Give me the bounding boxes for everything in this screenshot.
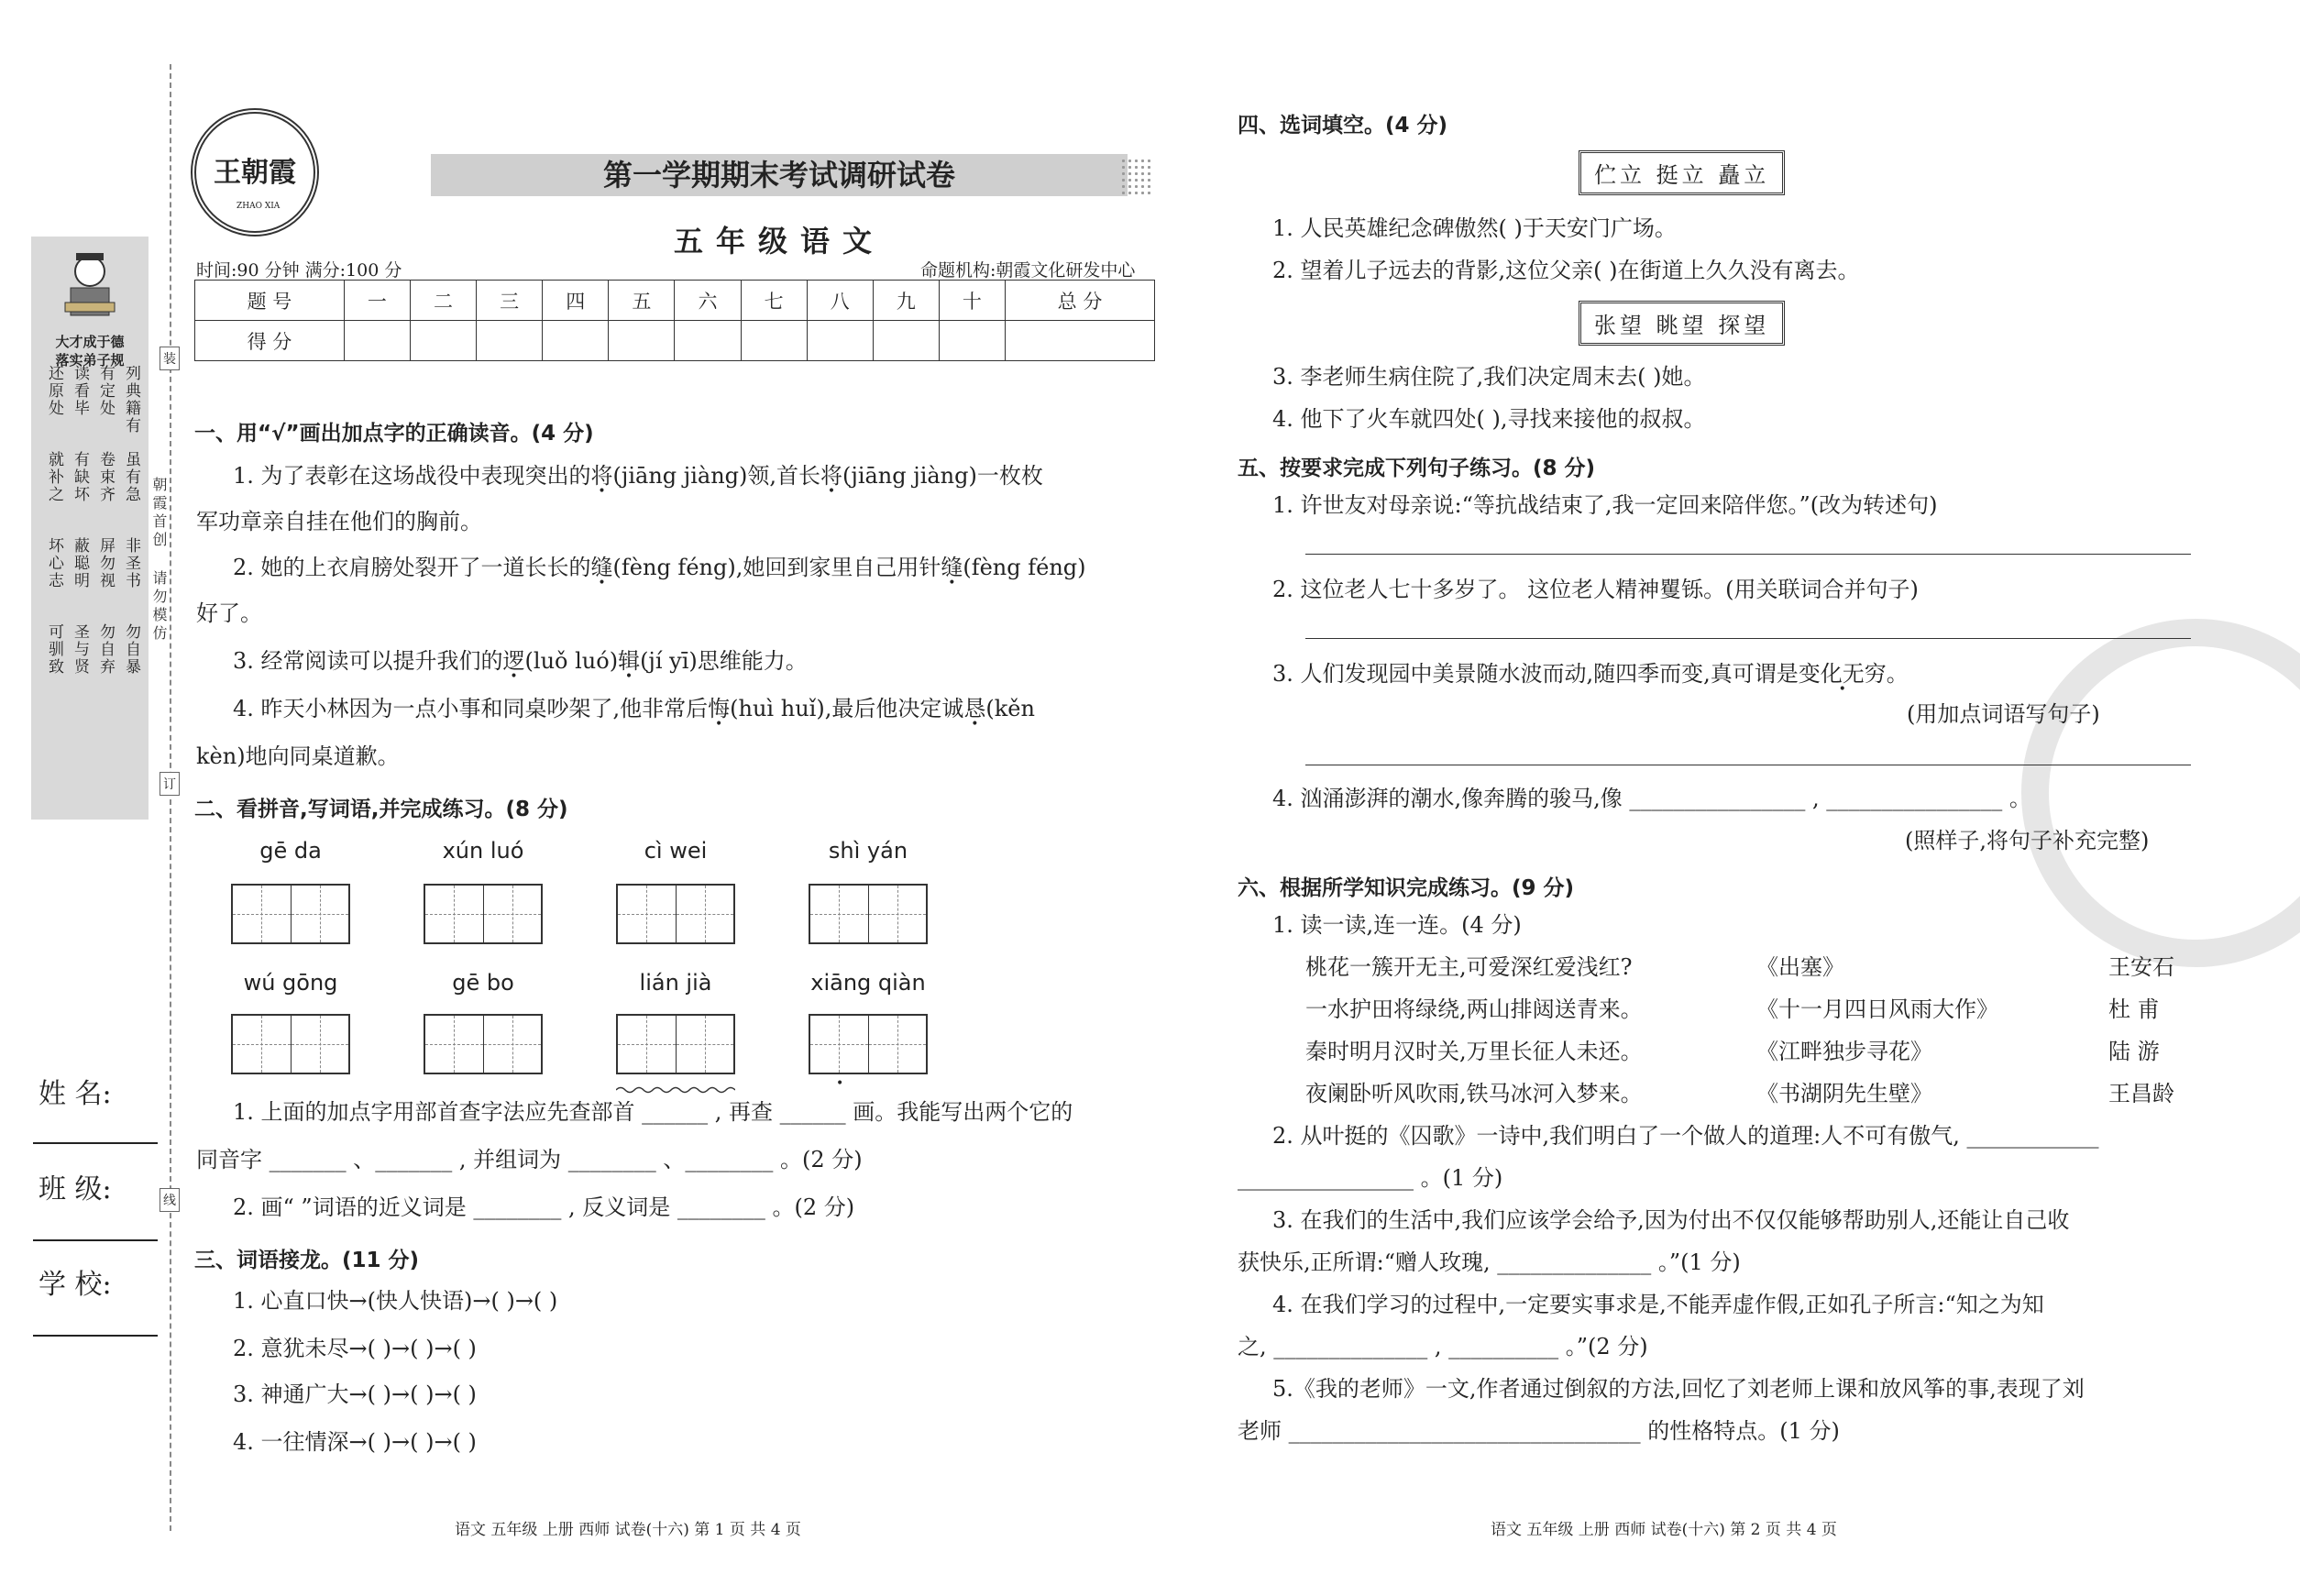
sidebar-col: 有定处 <box>96 365 115 417</box>
s6-q5-continuation: 老师 ________________________________ 的性格特点。(1 分) <box>1238 1418 1840 1444</box>
s4-question-2: 2. 望着儿子远去的背影,这位父亲( )在街道上久久没有离去。 <box>1272 258 1860 283</box>
score-header-cell: 五 <box>609 281 675 321</box>
s1-q3-dotted-2: 辑 <box>618 648 641 674</box>
s5-q3-dotted: 变化无穷 <box>1798 661 1887 687</box>
s3-question-3: 3. 神通广大→( )→( )→( ) <box>233 1381 477 1407</box>
s2-question-2: 2. 画“ ”词语的近义词是 ________ , 反义词是 ________ 。(2 分) <box>233 1194 855 1220</box>
s3-question-4: 4. 一往情深→( )→( )→( ) <box>233 1429 477 1455</box>
pinyin-label: wú gōng <box>243 970 338 996</box>
s5-question-4: 4. 汹涌澎湃的潮水,像奔腾的骏马,像 ________________ , ________________ 。 <box>1272 786 2031 811</box>
score-cell[interactable] <box>609 321 675 361</box>
pinyin-label: shì yán <box>828 838 908 864</box>
sidebar-mascot <box>35 246 145 369</box>
score-header-cell: 九 <box>873 281 939 321</box>
exam-time: 时间:90 分钟 满分:100 分 <box>196 260 402 281</box>
pinyin-label: xiāng qiàn <box>810 970 926 996</box>
s1-q4-text-a: 4. 昨天小林因为一点小事和同桌吵架了,他非常后 <box>233 696 709 721</box>
writing-grid[interactable] <box>424 884 543 944</box>
s6-question-2: 2. 从叶挺的《囚歌》一诗中,我们明白了一个做人的道理:人不可有傲气, ____________ <box>1272 1123 2099 1149</box>
s6-q2-continuation: ________________ 。(1 分) <box>1238 1165 1503 1191</box>
s6-q3-continuation: 获快乐,正所谓:“赠人玫瑰, ______________ 。”(1 分) <box>1238 1249 1741 1275</box>
binding-mark-1: 装 <box>160 347 180 370</box>
poem-title[interactable]: 《出塞》 <box>1756 954 1844 980</box>
s1-question-3 <box>233 649 808 673</box>
school-field[interactable] <box>33 1335 158 1337</box>
s5-q3-text-c: 。 <box>1886 661 1909 687</box>
sidebar-col: 虽有急 <box>122 451 140 503</box>
s6-question-5: 5.《我的老师》一文,作者通过倒叙的方法,回忆了刘老师上课和放风筝的事,表现了刘 <box>1272 1376 2085 1402</box>
s1-q2-text-a: 2. 她的上衣肩膀处裂开了一道长长的 <box>233 555 591 580</box>
score-cell[interactable] <box>873 321 939 361</box>
s6-question-4: 4. 在我们学习的过程中,一定要实事求是,不能弄虚作假,正如孔子所言:“知之为知 <box>1272 1292 2044 1317</box>
pinyin-label: xún luó <box>442 838 524 864</box>
score-header-cell: 题 号 <box>195 281 345 321</box>
writing-grid-wavy[interactable] <box>616 1014 735 1074</box>
name-field[interactable] <box>33 1142 158 1144</box>
score-table <box>194 280 1155 361</box>
score-cell[interactable] <box>675 321 741 361</box>
sidebar-col: 勿自弃 <box>96 623 115 676</box>
s1-question-2 <box>233 556 1086 579</box>
dot-marker: • <box>836 1076 844 1091</box>
s5-q4-hint: (照样子,将句子补充完整) <box>1905 828 2150 853</box>
score-cell[interactable] <box>741 321 807 361</box>
sidebar-col: 还原处 <box>45 365 63 417</box>
s1-q2-text-c: (fèng féng),她回到家里自己用针 <box>612 555 941 580</box>
logo <box>191 108 319 237</box>
score-header-cell: 十 <box>939 281 1005 321</box>
s1-q1-dotted-2: 将 <box>820 463 843 489</box>
score-cell[interactable] <box>477 321 543 361</box>
pinyin-label: lián jià <box>639 970 712 996</box>
s1-q1-dotted-1: 将 <box>590 463 613 489</box>
writing-grid[interactable] <box>231 1014 350 1074</box>
logo-subtext: ZHAO XIA <box>237 202 281 211</box>
poem-title[interactable]: 《十一月四日风雨大作》 <box>1756 996 1998 1022</box>
class-field[interactable] <box>33 1239 158 1241</box>
exam-subtitle: 五年级语文 <box>673 224 885 259</box>
score-cell[interactable] <box>939 321 1005 361</box>
sidebar-motto-1: 大才成于德 <box>55 334 125 350</box>
logo-text: 王朝霞 <box>214 157 296 189</box>
writing-grid[interactable] <box>809 1014 928 1074</box>
s1-q2-dotted-2: 缝 <box>941 555 963 580</box>
poem-line: 桃花一簇开无主,可爱深红爱浅红? <box>1305 954 1633 980</box>
s1-q4-dotted-1: 悔 <box>708 696 731 721</box>
score-header-cell: 三 <box>477 281 543 321</box>
s5-question-3 <box>1272 662 1909 686</box>
score-header-cell: 七 <box>741 281 807 321</box>
s1-q1-text-e: (jiāng jiàng)一枚枚 <box>842 463 1043 489</box>
score-cell[interactable] <box>1005 321 1154 361</box>
s1-q4-continuation: kèn)地向同桌道歉。 <box>196 743 400 769</box>
s1-q2-continuation: 好了。 <box>196 600 262 626</box>
score-header-cell: 六 <box>675 281 741 321</box>
score-header-cell: 一 <box>344 281 410 321</box>
s1-q1-text-c: (jiāng jiàng)领,首长 <box>612 463 821 489</box>
s3-question-1: 1. 心直口快→(快人快语)→( )→( ) <box>233 1288 558 1314</box>
class-label: 班 级: <box>39 1173 112 1205</box>
score-cell[interactable] <box>543 321 609 361</box>
section-2-title: 二、看拼音,写词语,并完成练习。(8 分) <box>194 798 568 821</box>
poem-line: 一水护田将绿绕,两山排闼送青来。 <box>1305 996 1643 1022</box>
sidebar-columns <box>39 365 141 710</box>
school-label: 学 校: <box>39 1269 112 1301</box>
section-4-title: 四、选词填空。(4 分) <box>1238 114 1448 138</box>
sidebar-panel <box>31 237 149 820</box>
footer-left: 语文 五年级 上册 西师 试卷(十六) 第 1 页 共 4 页 <box>455 1521 801 1539</box>
poem-line: 夜阑卧听风吹雨,铁马冰河入梦来。 <box>1305 1081 1643 1106</box>
sidebar-col: 有缺坏 <box>71 451 89 503</box>
pinyin-label: gē bo <box>452 970 514 996</box>
s1-q4-text-c: (huì huǐ),最后他决定诚 <box>730 696 964 721</box>
s1-q3-text-a: 3. 经常阅读可以提升我们的 <box>233 648 503 674</box>
s1-q3-text-e: (jí yī)思维能力。 <box>640 648 808 674</box>
score-cell[interactable] <box>344 321 410 361</box>
s3-question-2: 2. 意犹未尽→( )→( )→( ) <box>233 1336 477 1361</box>
copyright-note-2: 请勿模仿 <box>150 570 168 644</box>
poem-title[interactable]: 《江畔独步寻花》 <box>1756 1039 1932 1064</box>
sidebar-col: 列典籍有 <box>122 365 140 435</box>
poem-author[interactable]: 王昌龄 <box>2108 1081 2174 1106</box>
pinyin-label: cì wei <box>644 838 708 864</box>
sidebar-col: 可驯致 <box>45 623 63 676</box>
s4-question-1: 1. 人民英雄纪念碑傲然( )于天安门广场。 <box>1272 215 1677 241</box>
s1-q1-continuation: 军功章亲自挂在他们的胸前。 <box>196 509 482 534</box>
score-header-cell: 四 <box>543 281 609 321</box>
section-1-title: 一、用“√”画出加点字的正确读音。(4 分) <box>194 422 594 446</box>
writing-grid[interactable] <box>616 884 735 944</box>
poem-author[interactable]: 陆 游 <box>2108 1039 2160 1064</box>
sidebar-col: 卷束齐 <box>96 451 115 503</box>
writing-grid[interactable] <box>231 884 350 944</box>
binding-mark-2: 订 <box>160 772 180 796</box>
writing-grid[interactable] <box>809 884 928 944</box>
section-6-title: 六、根据所学知识完成练习。(9 分) <box>1238 876 1575 900</box>
copyright-note-1: 朝霞首创 <box>150 477 168 550</box>
s1-q2-dotted-1: 缝 <box>590 555 613 580</box>
exam-title: 第一学期期末考试调研试卷 <box>431 154 1128 196</box>
sidebar-col: 非圣书 <box>122 537 140 589</box>
s5-question-2: 2. 这位老人七十多岁了。 这位老人精神矍铄。(用关联词合并句子) <box>1272 577 1919 602</box>
answer-line[interactable] <box>1305 638 2191 639</box>
section-3-title: 三、词语接龙。(11 分) <box>194 1249 420 1272</box>
s5-q3-text-a: 3. 人们发现园中美景随水波而动,随四季而变,真可谓是 <box>1272 661 1799 687</box>
s1-q4-dotted-2: 恳 <box>963 696 986 721</box>
scholar-icon <box>58 246 122 328</box>
s1-question-4 <box>233 697 1035 721</box>
poem-author[interactable]: 杜 甫 <box>2108 996 2160 1022</box>
score-cell[interactable] <box>807 321 873 361</box>
exam-organization: 命题机构:朝霞文化研发中心 <box>920 260 1136 281</box>
watermark-seal <box>2021 619 2300 967</box>
s5-question-1: 1. 许世友对母亲说:“等抗战结束了,我一定回来陪伴您。”(改为转述句) <box>1272 492 1938 518</box>
s1-question-1 <box>233 464 1043 488</box>
binding-mark-3: 线 <box>160 1188 180 1212</box>
sidebar-col: 坏心志 <box>45 537 63 589</box>
s4-question-3: 3. 李老师生病住院了,我们决定周末去( )她。 <box>1272 364 1706 390</box>
footer-right: 语文 五年级 上册 西师 试卷(十六) 第 2 页 共 4 页 <box>1491 1521 1837 1539</box>
s6-question-3: 3. 在我们的生活中,我们应该学会给予,因为付出不仅仅能够帮助别人,还能让自己收 <box>1272 1207 2070 1233</box>
s4-question-4: 4. 他下了火车就四处( ),寻找来接他的叔叔。 <box>1272 406 1706 432</box>
wavy-underline <box>616 1074 735 1084</box>
score-header-cell: 八 <box>807 281 873 321</box>
s6-q4-continuation: 之, ______________ , __________ 。”(2 分) <box>1238 1334 1648 1359</box>
writing-grid[interactable] <box>424 1014 543 1074</box>
sidebar-col: 圣与贤 <box>71 623 89 676</box>
sidebar-col: 屏勿视 <box>96 537 115 589</box>
s6-question-1: 1. 读一读,连一连。(4 分) <box>1272 912 1522 938</box>
sidebar-col: 蔽聪明 <box>71 537 89 589</box>
s1-q3-text-c: (luǒ luó) <box>524 648 619 674</box>
poem-line: 秦时明月汉时关,万里长征人未还。 <box>1305 1039 1643 1064</box>
s1-q1-text-a: 1. 为了表彰在这场战役中表现突出的 <box>233 463 591 489</box>
title-decoration <box>1120 158 1153 194</box>
score-header-row <box>195 281 1155 321</box>
s1-q2-text-e: (fèng féng) <box>963 555 1086 580</box>
name-label: 姓 名: <box>39 1078 112 1110</box>
s5-q3-hint: (用加点词语写句子) <box>1907 701 2100 727</box>
sidebar-col: 读看毕 <box>71 365 89 417</box>
score-header-cell: 总 分 <box>1005 281 1154 321</box>
poem-title[interactable]: 《书湖阴先生壁》 <box>1756 1081 1932 1106</box>
answer-line[interactable] <box>1305 554 2191 555</box>
poem-author[interactable]: 王安石 <box>2108 954 2174 980</box>
score-row-label: 得 分 <box>195 321 345 361</box>
sidebar-motto-2: 落实弟子规 <box>55 352 125 369</box>
sidebar-col: 勿自暴 <box>122 623 140 676</box>
word-choice-box-2: 张望 眺望 探望 <box>1579 301 1785 346</box>
binding-line <box>170 64 171 1531</box>
s2-question-1: 1. 上面的加点字用部首查字法应先查部首 ______ , 再查 ______ 画。我能写出两个它的 <box>233 1099 1073 1125</box>
score-cell[interactable] <box>410 321 476 361</box>
s1-q3-dotted-1: 逻 <box>502 648 525 674</box>
sidebar-col: 就补之 <box>45 451 63 503</box>
section-5-title: 五、按要求完成下列句子练习。(8 分) <box>1238 457 1596 480</box>
s2-q1-continuation: 同音字 _______ 、_______ , 并组词为 ________ 、________ 。(2 分) <box>196 1147 863 1172</box>
score-row <box>195 321 1155 361</box>
pinyin-label: gē da <box>259 838 322 864</box>
score-header-cell: 二 <box>410 281 476 321</box>
s1-q4-text-e: (kěn <box>985 696 1035 721</box>
word-choice-box-1: 伫立 挺立 矗立 <box>1579 150 1785 195</box>
